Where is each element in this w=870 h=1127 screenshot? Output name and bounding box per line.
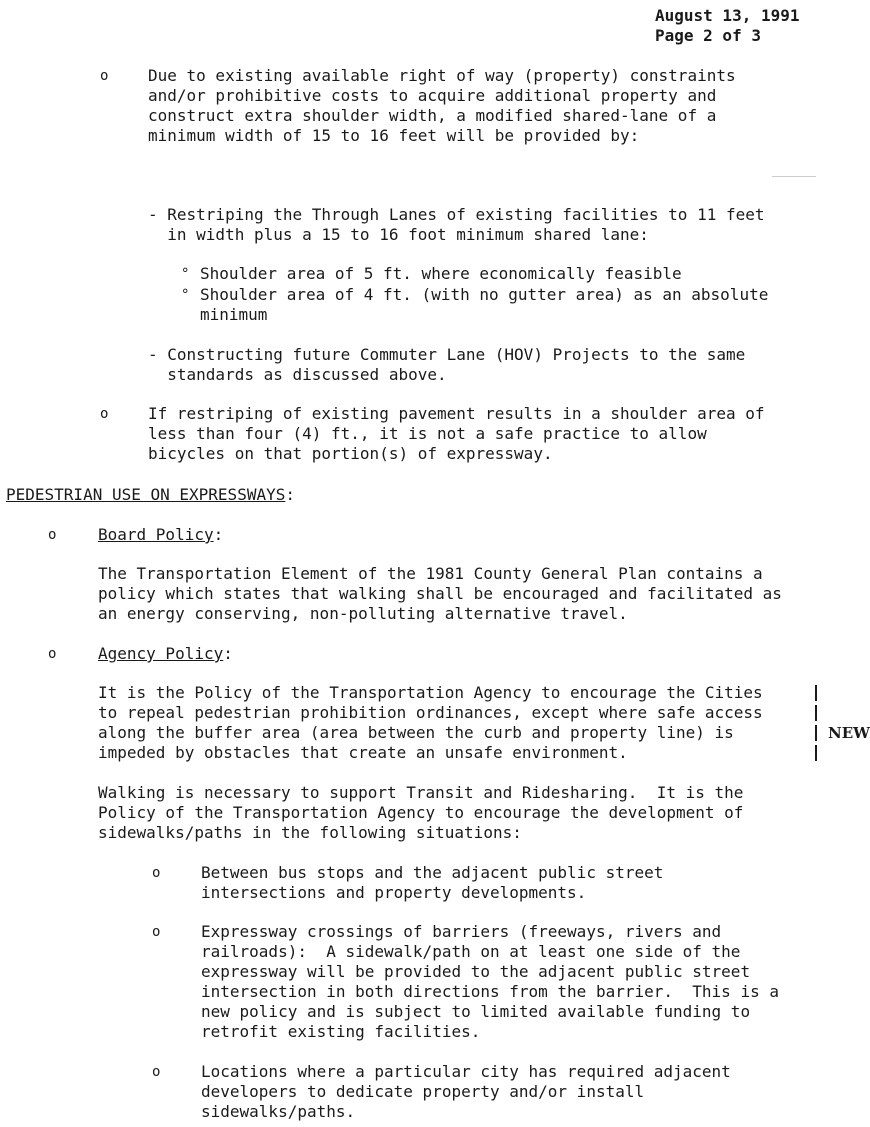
text-line: sidewalks/paths in the following situations:: [98, 823, 522, 842]
text-line: If restriping of existing pavement results in a shoulder area of: [148, 404, 765, 423]
text-line: along the buffer area (area between the curb and property line) is: [98, 723, 734, 742]
text-line: Locations where a particular city has required adjacent: [201, 1062, 731, 1081]
text-line: - Constructing future Commuter Lane (HOV) Projects to the same: [148, 345, 746, 364]
text-line: new policy and is subject to limited available funding to: [201, 1002, 751, 1021]
bullet-marker: o: [48, 527, 57, 543]
text-line: minimum: [200, 305, 268, 324]
change-bar: [815, 685, 817, 701]
text-line: developers to dedicate property and/or install: [201, 1082, 645, 1101]
text-line: It is the Policy of the Transportation Agency to encourage the Cities: [98, 683, 763, 702]
change-bar: [815, 725, 817, 741]
board-policy-heading: Board Policy:: [98, 525, 224, 544]
bullet-marker: o: [48, 646, 57, 662]
bullet-marker: o: [152, 924, 161, 940]
text-line: Policy of the Transportation Agency to encourage the development of: [98, 803, 744, 822]
section-heading-text: PEDESTRIAN USE ON EXPRESSWAYS: [6, 485, 286, 504]
bullet-marker: o: [100, 68, 109, 84]
text-line: - Restriping the Through Lanes of existing facilities to 11 feet: [148, 205, 765, 224]
section-heading-colon: :: [285, 485, 295, 504]
text-line: Expressway crossings of barriers (freeways, rivers and: [201, 922, 722, 941]
bullet-marker: o: [152, 865, 161, 881]
shoulder-5ft-item: Shoulder area of 5 ft. where economically feasible: [200, 264, 682, 283]
text-line: intersection in both directions from the barrier. This is a: [201, 982, 779, 1001]
agency-policy-label: Agency Policy: [98, 644, 224, 663]
agency-policy-heading: Agency Policy:: [98, 644, 233, 663]
sub-bullet-marker: °: [181, 287, 190, 303]
text-line: intersections and property developments.: [201, 883, 587, 902]
text-line: less than four (4) ft., it is not a safe practice to allow: [148, 424, 707, 443]
text-line: sidewalks/paths.: [201, 1102, 356, 1121]
bullet-marker: o: [100, 406, 109, 422]
text-line: policy which states that walking shall be encouraged and facilitated as: [98, 584, 782, 603]
text-line: impeded by obstacles that create an unsafe environment.: [98, 743, 628, 762]
page-number: Page 2 of 3: [655, 26, 761, 45]
text-line: Between bus stops and the adjacent public street: [201, 863, 664, 882]
document-date: August 13, 1991: [655, 6, 800, 25]
scan-speck: [772, 176, 816, 177]
change-bar: [815, 705, 817, 721]
text-line: construct extra shoulder width, a modified shared-lane of a: [148, 106, 717, 125]
text-line: Due to existing available right of way (property) constraints: [148, 66, 736, 85]
text-line: The Transportation Element of the 1981 County General Plan contains a: [98, 564, 763, 583]
section-heading: [6, 485, 295, 505]
text-line: Walking is necessary to support Transit and Ridesharing. It is the: [98, 783, 744, 802]
bullet-marker: o: [152, 1064, 161, 1080]
new-marker: NEW: [828, 724, 870, 742]
text-line: in width plus a 15 to 16 foot minimum shared lane:: [148, 225, 649, 244]
text-line: bicycles on that portion(s) of expressway.: [148, 444, 553, 463]
text-line: railroads): A sidewalk/path on at least one side of the: [201, 942, 741, 961]
text-line: minimum width of 15 to 16 feet will be provided by:: [148, 126, 640, 145]
board-policy-label: Board Policy: [98, 525, 214, 544]
shoulder-4ft-item: Shoulder area of 4 ft. (with no gutter area) as an absolute: [200, 285, 769, 304]
text-line: an energy conserving, non-polluting alternative travel.: [98, 604, 628, 623]
change-bar: [815, 745, 817, 761]
text-line: standards as discussed above.: [148, 365, 447, 384]
sub-bullet-marker: °: [181, 266, 190, 282]
text-line: and/or prohibitive costs to acquire additional property and: [148, 86, 717, 105]
text-line: expressway will be provided to the adjacent public street: [201, 962, 751, 981]
text-line: retrofit existing facilities.: [201, 1022, 481, 1041]
text-line: to repeal pedestrian prohibition ordinances, except where safe access: [98, 703, 763, 722]
